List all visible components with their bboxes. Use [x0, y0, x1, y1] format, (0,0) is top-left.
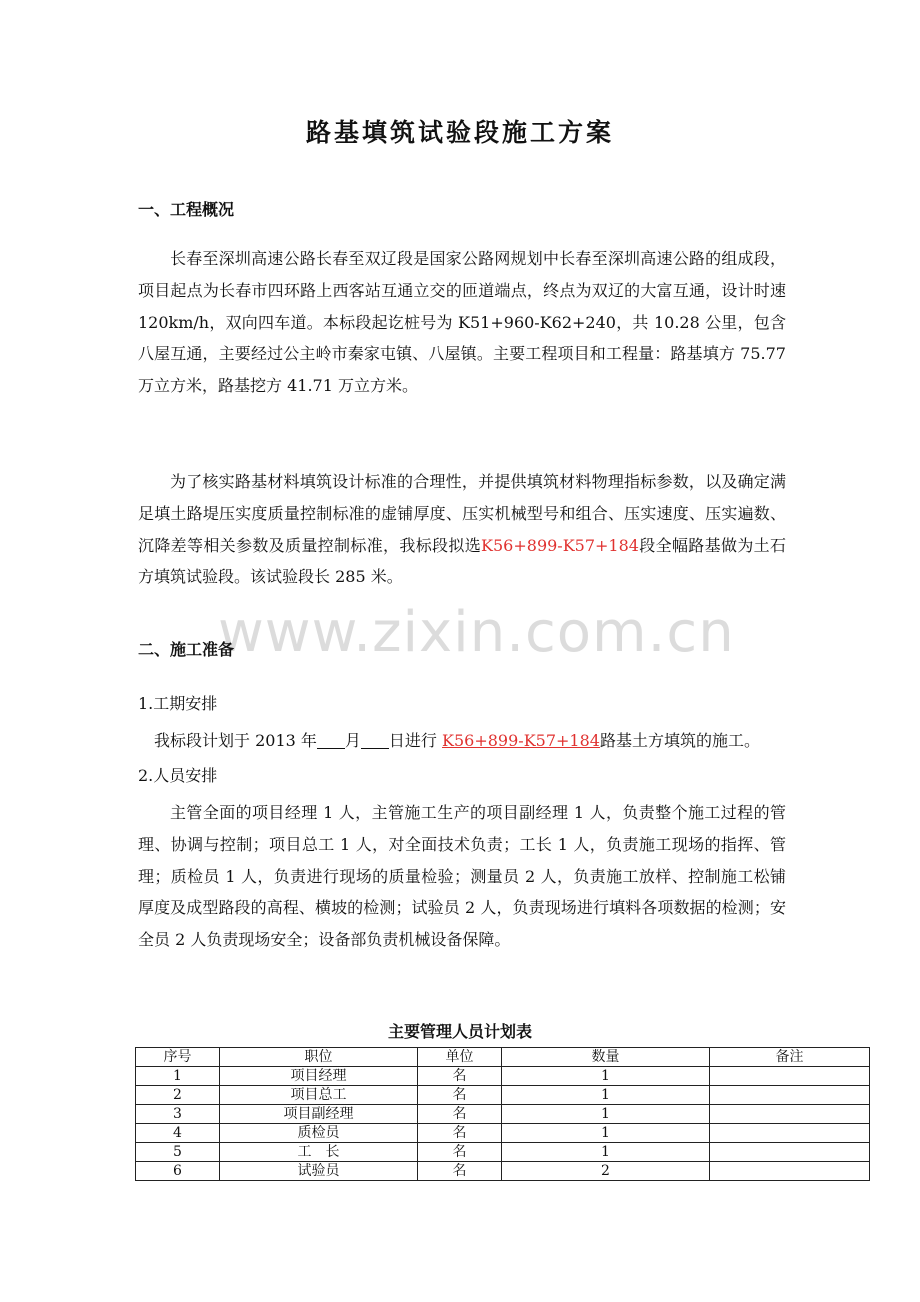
table-cell: 名 — [418, 1143, 502, 1162]
table-cell: 名 — [418, 1086, 502, 1105]
table-cell: 4 — [136, 1124, 220, 1143]
header-cell: 备注 — [710, 1048, 870, 1067]
header-cell: 数量 — [502, 1048, 710, 1067]
header-cell: 职位 — [220, 1048, 418, 1067]
table-cell: 名 — [418, 1067, 502, 1086]
table-cell — [710, 1105, 870, 1124]
table-cell: 1 — [502, 1124, 710, 1143]
table-cell: 3 — [136, 1105, 220, 1124]
table-cell: 1 — [136, 1067, 220, 1086]
staff-plan-table — [135, 1047, 870, 1181]
watermark: www.zixin.com.cn — [218, 600, 735, 665]
table-cell — [710, 1124, 870, 1143]
schedule-month: 月 — [344, 731, 361, 750]
header-cell: 单位 — [418, 1048, 502, 1067]
table-cell: 项目经理 — [220, 1067, 418, 1086]
table-cell: 2 — [502, 1162, 710, 1181]
table-cell — [710, 1162, 870, 1181]
section-heading-preparation: 二、施工准备 — [138, 640, 235, 659]
test-section-text-before: 为了核实路基材料填筑设计标准的合理性，并提供填筑材料物理指标参数，以及确定满足填土路堤压实度质量控制标准的虚铺厚度、压实机械型号和组合、压实速度、压实遍数、沉降差等相关参数及质量控制标准，我标段拟选 — [138, 472, 786, 555]
document-title: 路基填筑试验段施工方案 — [305, 118, 614, 147]
table-row — [136, 1162, 870, 1181]
table-cell: 项目总工 — [220, 1086, 418, 1105]
table-cell: 1 — [502, 1143, 710, 1162]
table-cell: 名 — [418, 1105, 502, 1124]
overview-paragraph: 长春至深圳高速公路长春至双辽段是国家公路网规划中长春至深圳高速公路的组成段，项目起点为长春市四环路上西客站互通立交的匝道端点，终点为双辽的大富互通，设计时速 120km/h，双向四车道。本标段起讫桩号为 K51+960-K62+240，共 10.28 公里，包含八屋互通，主要经过公主岭市秦家屯镇、八屋镇。主要工程项目和工程量：路基填方 75.77 万立方米，路基挖方 41.71 万立方米。 — [138, 249, 786, 396]
test-section-text-after: 段全幅路基做为土石方填筑试验段。该试验段长 285 米。 — [138, 535, 786, 587]
table-row — [136, 1086, 870, 1105]
schedule-end: 路基土方填筑的施工。 — [599, 731, 760, 750]
table-cell: 质检员 — [220, 1124, 418, 1143]
table-body — [136, 1067, 870, 1181]
schedule-day: 日进行 — [388, 731, 437, 750]
table-cell: 1 — [502, 1086, 710, 1105]
staffing-heading: 2.人员安排 — [138, 766, 218, 785]
day-blank — [361, 732, 389, 749]
table-cell: 6 — [136, 1162, 220, 1181]
table-cell: 名 — [418, 1162, 502, 1181]
section-heading-overview: 一、工程概况 — [138, 200, 235, 219]
test-section-paragraph — [138, 466, 786, 593]
table-cell: 1 — [502, 1105, 710, 1124]
table-cell: 名 — [418, 1124, 502, 1143]
table-cell: 1 — [502, 1067, 710, 1086]
schedule-heading: 1.工期安排 — [138, 694, 218, 713]
table-cell — [710, 1143, 870, 1162]
table-cell: 工 长 — [220, 1143, 418, 1162]
month-blank — [317, 732, 345, 749]
table-row — [136, 1105, 870, 1124]
table-cell: 项目副经理 — [220, 1105, 418, 1124]
schedule-text-a: 我标段计划于 2013 年 — [154, 731, 317, 750]
table-cell: 试验员 — [220, 1162, 418, 1181]
table-cell — [710, 1086, 870, 1105]
table-row — [136, 1143, 870, 1162]
schedule-line — [154, 729, 760, 753]
table-cell: 5 — [136, 1143, 220, 1162]
test-section-station: K56+899-K57+184 — [481, 535, 639, 555]
table-cell — [710, 1067, 870, 1086]
table-row — [136, 1124, 870, 1143]
header-cell: 序号 — [136, 1048, 220, 1067]
table-cell: 2 — [136, 1086, 220, 1105]
schedule-station: K56+899-K57+184 — [442, 731, 600, 750]
table-header-row — [136, 1048, 870, 1067]
table-row — [136, 1067, 870, 1086]
table-caption: 主要管理人员计划表 — [387, 1022, 532, 1041]
staffing-paragraph: 主管全面的项目经理 1 人，主管施工生产的项目副经理 1 人，负责整个施工过程的管理、协调与控制；项目总工 1 人，对全面技术负责；工长 1 人，负责施工现场的指挥、管理；质检员 1 人，负责进行现场的质量检验；测量员 2 人，负责施工放样、控制施工松铺厚度及成型路段的高程、横坡的检测；试验员 2 人，负责现场进行填料各项数据的检测；安全员 2 人负责现场安全；设备部负责机械设备保障。 — [138, 803, 786, 950]
